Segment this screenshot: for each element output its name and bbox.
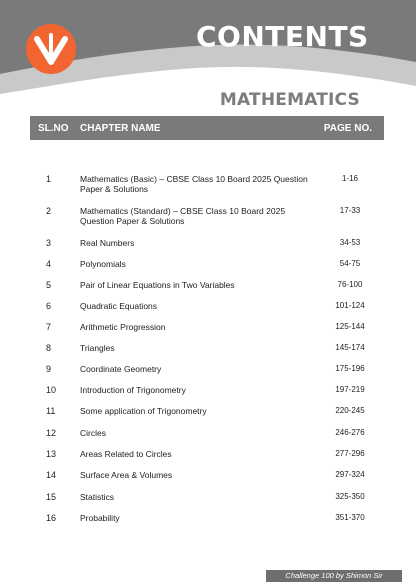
column-header-page: PAGE NO. — [323, 123, 372, 134]
header-banner — [0, 0, 416, 100]
toc-row — [30, 257, 384, 277]
row-number: 12 — [46, 428, 57, 438]
chapter-name: Pair of Linear Equations in Two Variables — [80, 280, 235, 290]
chapter-name: Triangles — [80, 343, 115, 353]
chapter-name: Introduction of Trigonometry — [80, 385, 186, 395]
page-range: 17-33 — [339, 206, 361, 215]
page-range: 325-350 — [335, 492, 365, 501]
toc-row — [30, 362, 384, 382]
page-range: 1-16 — [341, 174, 358, 183]
page-range: 54-75 — [339, 259, 361, 268]
chapter-name: Arithmetic Progression — [80, 322, 166, 332]
logo — [26, 24, 76, 74]
row-number: 1 — [46, 174, 52, 184]
page-range: 76-100 — [337, 280, 363, 289]
toc-row — [30, 320, 384, 340]
page-title: CONTENTS — [196, 20, 369, 53]
page-range: 197-219 — [335, 385, 365, 394]
page-range: 101-124 — [335, 301, 365, 310]
toc-row — [30, 404, 384, 424]
row-number: 4 — [46, 259, 52, 269]
toc-row — [30, 341, 384, 361]
table-of-contents — [30, 160, 384, 540]
v-logo-icon — [26, 24, 76, 74]
chapter-name: Probability — [80, 513, 120, 523]
row-number: 6 — [46, 301, 52, 311]
page-range: 34-53 — [339, 238, 361, 247]
row-number: 10 — [46, 385, 57, 395]
toc-row — [30, 447, 384, 467]
chapter-name: Surface Area & Volumes — [80, 470, 173, 480]
toc-row — [30, 490, 384, 510]
chapter-name: Mathematics (Basic) – CBSE Class 10 Board 2025 Question Paper & Solutions — [80, 174, 308, 194]
page-range: 125-144 — [335, 322, 365, 331]
row-number: 11 — [46, 406, 56, 416]
page-range: 277-296 — [335, 449, 365, 458]
footer-credit: Challenge 100 by Shimon Sir — [266, 570, 402, 582]
row-number: 16 — [46, 513, 57, 523]
page-range: 351-370 — [335, 513, 365, 522]
row-number: 13 — [46, 449, 57, 459]
table-header — [30, 116, 384, 140]
row-number: 3 — [46, 238, 52, 248]
page-range: 175-196 — [335, 364, 365, 373]
row-number: 7 — [46, 322, 52, 332]
page-range: 220-245 — [335, 406, 365, 415]
row-number: 5 — [46, 280, 52, 290]
chapter-name: Quadratic Equations — [80, 301, 158, 311]
toc-row — [30, 236, 384, 256]
row-number: 14 — [46, 470, 57, 480]
subject-title: MATHEMATICS — [219, 90, 360, 110]
chapter-name: Some application of Trigonometry — [80, 406, 207, 416]
chapter-name: Real Numbers — [80, 238, 135, 248]
chapter-name: Mathematics (Standard) – CBSE Class 10 Board 2025 Question Paper & Solutions — [80, 206, 286, 226]
toc-row — [30, 172, 384, 192]
toc-row — [30, 383, 384, 403]
page-range: 297-324 — [335, 470, 365, 479]
row-number: 2 — [46, 206, 52, 216]
toc-row — [30, 278, 384, 298]
toc-row — [30, 511, 384, 531]
toc-row — [30, 468, 384, 488]
chapter-name: Areas Related to Circles — [80, 449, 172, 459]
row-number: 15 — [46, 492, 57, 502]
toc-row — [30, 426, 384, 446]
chapter-name: Polynomials — [80, 259, 126, 269]
toc-row — [30, 299, 384, 319]
row-number: 8 — [46, 343, 52, 353]
chapter-name: Coordinate Geometry — [80, 364, 162, 374]
chapter-name: Circles — [80, 428, 106, 438]
page-range: 145-174 — [335, 343, 365, 352]
column-header-slno: SL.NO — [38, 123, 69, 134]
toc-row — [30, 204, 384, 224]
column-header-chapter: CHAPTER NAME — [80, 123, 161, 134]
row-number: 9 — [46, 364, 52, 374]
page-range: 246-276 — [335, 428, 365, 437]
chapter-name: Statistics — [80, 492, 115, 502]
